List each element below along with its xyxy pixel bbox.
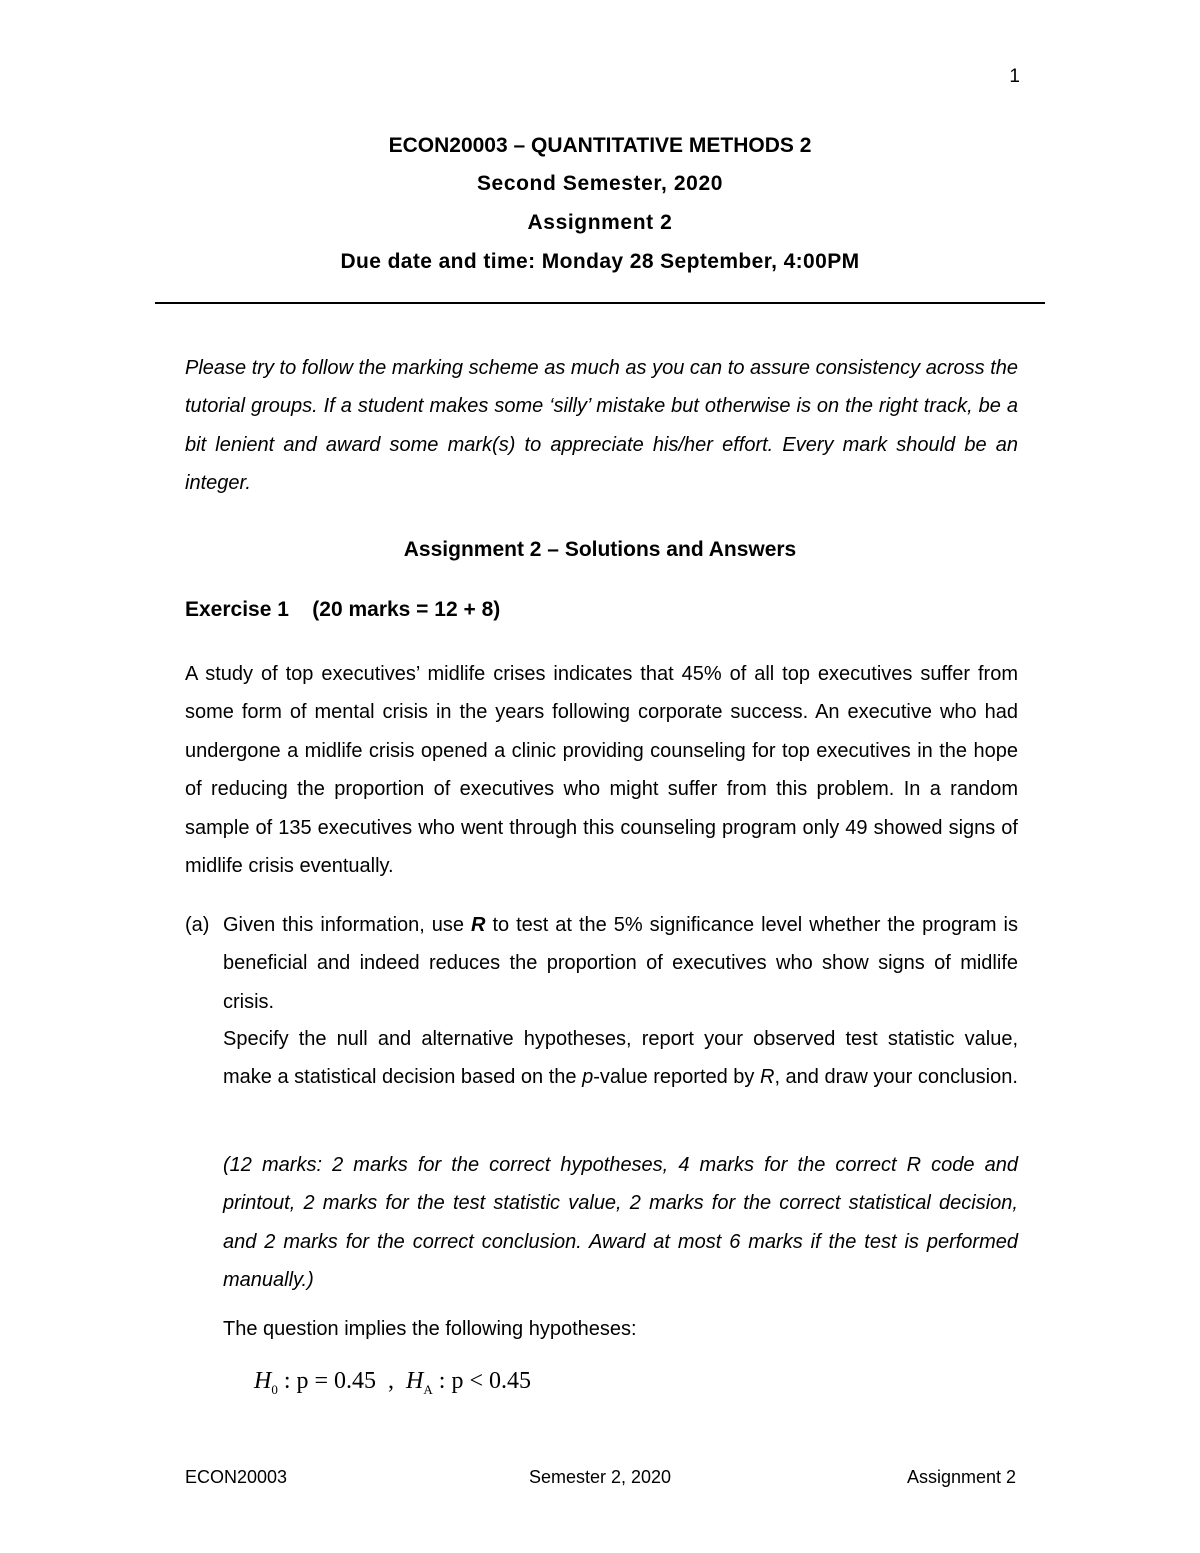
part-a-label: (a) bbox=[185, 914, 210, 936]
instruction-text: Specify the null and alternative hypotheses, report your observed test statistic value, make a statistical decision based on the bbox=[223, 1028, 1018, 1089]
exercise-marks: (20 marks = 12 + 8) bbox=[312, 598, 501, 621]
part-a-marking-scheme: (12 marks: 2 marks for the correct hypotheses, 4 marks for the correct R code and printout, 2 marks for the test statistic value, 2 marks for the correct statistical decision, and 2 marks for the correct conclusion. Award at most 6 marks if the test is performed manually.) bbox=[223, 1154, 1018, 1292]
semester-title: Second Semester, 2020 bbox=[476, 172, 724, 195]
h0-subscript: 0 bbox=[271, 1381, 278, 1397]
formula-separator: , bbox=[376, 1368, 407, 1394]
hypotheses-formula bbox=[254, 1368, 531, 1398]
exercise-heading bbox=[185, 598, 500, 622]
h0-expression: : p = 0.45 bbox=[277, 1368, 377, 1394]
problem-statement: A study of top executives’ midlife crises indicates that 45% of all top executives suffer from some form of mental crisis in the years following corporate success. An executive who had undergone a midlife crisis opened a clinic providing counseling for top executives in the hope of reducing the proportion of executives who might suffer from this problem. In a random sample of 135 executives who went through this counseling program only 49 showed signs of midlife crisis eventually. bbox=[185, 663, 1018, 878]
part-a-instructions bbox=[223, 1020, 1018, 1097]
instruction-text: -value reported by bbox=[593, 1066, 760, 1089]
h0-symbol: H bbox=[254, 1368, 272, 1394]
header-divider bbox=[155, 302, 1045, 304]
course-title: ECON20003 – QUANTITATIVE METHODS 2 bbox=[388, 134, 812, 157]
ha-symbol: H bbox=[406, 1368, 424, 1394]
ha-expression: : p < 0.45 bbox=[432, 1368, 531, 1394]
footer-course: ECON20003 bbox=[185, 1467, 288, 1487]
r-software: R bbox=[471, 914, 486, 936]
footer-semester: Semester 2, 2020 bbox=[528, 1467, 672, 1487]
p-symbol: p bbox=[582, 1066, 594, 1089]
footer-assignment: Assignment 2 bbox=[906, 1467, 1016, 1487]
assignment-title: Assignment 2 bbox=[527, 211, 673, 234]
solutions-heading: Assignment 2 – Solutions and Answers bbox=[403, 538, 797, 561]
r-software: R bbox=[759, 1066, 775, 1089]
exercise-title: Exercise 1 bbox=[185, 598, 289, 621]
ha-subscript: A bbox=[423, 1381, 433, 1397]
question-text: to test at the 5% significance level whether the program is beneficial and indeed reduces the proportion of executives who show signs of midlife crisis. bbox=[223, 914, 1018, 1013]
due-date: Due date and time: Monday 28 September, 4:00PM bbox=[340, 250, 860, 273]
page-number: 1 bbox=[1009, 66, 1020, 87]
part-a-question bbox=[223, 906, 1018, 1021]
question-text: Given this information, use bbox=[223, 914, 472, 936]
marking-note: Please try to follow the marking scheme as much as you can to assure consistency across the tutorial groups. If a student makes some ‘silly’ mistake but otherwise is on the right track, be a bit lenient and award some mark(s) to appreciate his/her effort. Every mark should be an integer. bbox=[185, 357, 1018, 495]
hypotheses-intro: The question implies the following hypotheses: bbox=[223, 1318, 637, 1340]
instruction-text: , and draw your conclusion. bbox=[774, 1066, 1018, 1089]
